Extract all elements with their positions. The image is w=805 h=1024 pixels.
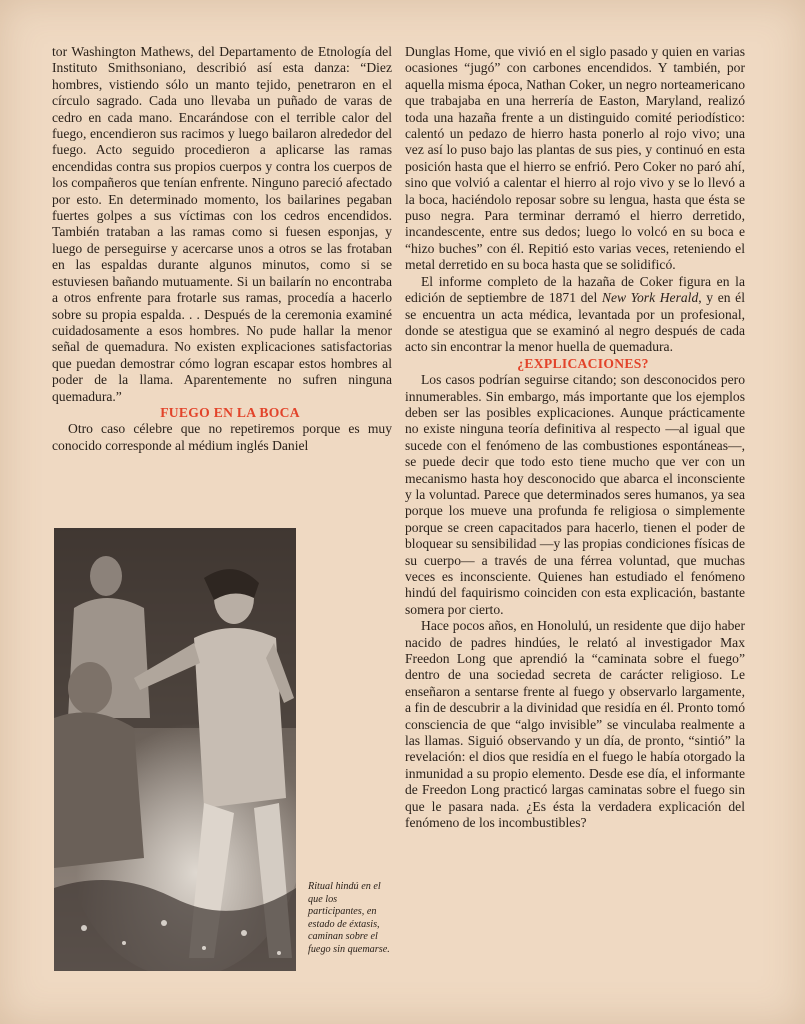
right-column: [405, 44, 745, 832]
body-paragraph: Los casos podrían seguirse citando; son desconocidos pero innumerables. Sin embargo, más importante que los ejemplos deben ser las posibles explicaciones. Aunque prácticamente no existe ninguna teoría definitiva al respecto —al igual que sucede con el fenómeno de las combustiones espontáneas—, se puede decir que todo esto tiene mucho que ver con un mecanismo hasta hoy desconocido que abarca el inconsciente y la voluntad. Parece que determinados seres humanos, ya sea porque los mueve una profunda fe religiosa o simplemente porque se creen capacitados para hacerlo, tienen el poder de bloquear su sensibilidad —y las propias condiciones físicas de su cuerpo— a través de una férrea voluntad, que muchas veces es inconsciente. Quienes han estudiado el fenómeno hindú del faquirismo coinciden con esta explicación, bastante somera por cierto.: [405, 372, 745, 617]
body-paragraph: Otro caso célebre que no repetiremos porque es muy conocido corresponde al médium inglés Daniel: [52, 421, 392, 453]
body-paragraph: [405, 274, 745, 356]
body-paragraph: tor Washington Mathews, del Departamento de Etnología del Instituto Smithsoniano, describió así esta danza: “Diez hombres, vistiendo sólo un manto tejido, penetraron en el círculo sagrado. Cada uno llevaba un puñado de varas de cedro en cada mano. Encarándose con el terrible calor del fuego, encendieron sus racimos y luego bailaron alrededor del fuego. Acto seguido procedieron a aplicarse las ramas encendidas contra sus propios cuerpos y contra los cuerpos de los compañeros que tenían enfrente. Ninguno pareció afectado por esto. En determinado momento, los bailarines pegaban fuertes golpes a sus víctimas con los cedros encendidos. También trataban a las ramas como si fuesen esponjas, y luego de perseguirse y acercarse unos a otros se las frotaban en las espaldas durante algunos minutos, como si se estuviesen bañando mutuamente. Si un bailarín no encontraba a otros enfrente para frotarle sus ramas, procedía a hacerlo sobre su propia espalda. . . Después de la ceremonia examiné cuidadosamente a esos hombres. No pude hallar la menor señal de quemadura. No existen explicaciones satisfactorias que puedan demostrar cómo logran escapar estos hombres al poder de la llama. Aparentemente no sufren ninguna quemadura.”: [52, 44, 392, 404]
section-heading-fuego-en-la-boca: FUEGO EN LA BOCA: [160, 404, 300, 420]
left-column: [52, 44, 392, 454]
photo-illustration: [54, 528, 296, 971]
body-paragraph: Dunglas Home, que vivió en el siglo pasado y quien en varias ocasiones “jugó” con carbones encendidos. Y también, por aquella misma época, Nathan Coker, un negro norteamericano que trabajaba en una herrería de Easton, Maryland, realizó toda una hazaña frente a un distinguido comité periodístico: calentó un pedazo de hierro hasta ponerlo al rojo vivo; una vez así lo puso bajo las plantas de sus pies, y continuó en esta posición hasta que el hierro se enfrió. Pero Coker no paró ahí, sino que volvió a calentar el hierro al rojo vivo y se lo llevó a la boca, haciéndolo reposar sobre su lengua, hasta que ésta se puso negra. Para terminar derramó el hierro derretido, incandescente, entre sus dedos; luego lo volcó en su boca e “hizo buches” con él. Repitió esto varias veces, reteniendo el metal derretido en su boca hasta que se solidificó.: [405, 44, 745, 273]
body-paragraph: Hace pocos años, en Honolulú, un residente que dijo haber nacido de padres hindúes, le relató al investigador Max Freedon Long que aprendió la “caminata sobre el fuego” dentro de una sociedad secreta de carácter religioso. Le enseñaron a sentarse frente al fuego y observarlo largamente, a fin de descubrir a la divinidad que residía en él. Pronto tomó consciencia de que “algo invisible” se vinculaba realmente a las llamas. Siguió observando y un día, de pronto, “sintió” la revelación: el dios que residía en el fuego le había otorgado la inmunidad a su propio elemento. Desde ese día, el informante de Freedon Long practicó largas caminatas sobre el fuego sin que le pasara nada. ¿Es ésta la verdadera explicación del fenómeno de los incombustibles?: [405, 618, 745, 831]
paragraph-text: El informe completo de la hazaña de Coker figura en la edición de septiembre de 1871 del: [405, 273, 745, 306]
section-heading-explicaciones: ¿EXPLICACIONES?: [517, 355, 649, 371]
paragraph-text: , y en él se encuentra un acta médica, levantada por un profesional, donde se atestigua que se examinó al negro después de cada acto sin encontrar la menor huella de quemadura.: [405, 290, 745, 355]
newspaper-name: New York Herald: [601, 290, 699, 306]
photo-caption: Ritual hindú en el que los participantes, en estado de éxtasis, caminan sobre el fuego sin quemarse.: [308, 881, 390, 955]
ritual-photo: [54, 528, 296, 971]
